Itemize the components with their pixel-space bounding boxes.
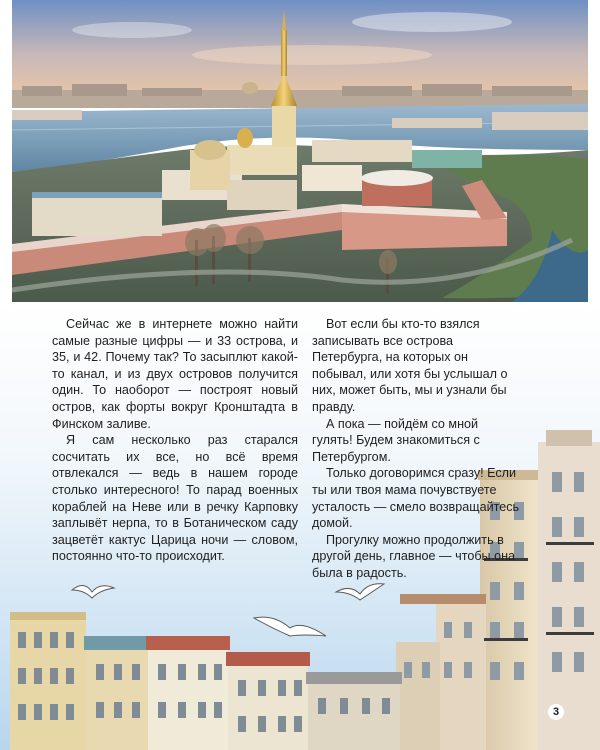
paragraph: Прогулку можно продолжить в другой день, главное — чтобы она была в радость. — [312, 532, 516, 580]
paragraph: Я сам несколько раз старался сосчитать их все, но всё время отвлекался — ведь в нашем городе столько интересного! То парад военных кораблей на Неве или в речку Карповку заплывёт нерпа, то в Ботаническом саду зацветёт кактус Царица ночи — словом, постоянно что-то происходит. — [52, 433, 298, 564]
paragraph: Сейчас же в интернете можно найти самые разные цифры — и 33 острова, и 35, и 42. Почему так? То засыплют какой-то канал, и из двух островов получится один. То наоборот — построят новый остров, как форты вокруг Кронштадта в Финском заливе. — [52, 317, 298, 431]
paragraph: Вот если бы кто-то взялся записывать все острова Петербурга, на которых он побывал, или хотя бы услышал о них, может быть, мы и узнали бы правду. — [312, 317, 508, 414]
paragraph: Только договоримся сразу! Если ты или твоя мама почувствуете усталость — смело возвращайтесь домой. — [312, 466, 520, 531]
text-column-right — [312, 316, 522, 582]
paragraph: А пока — пойдём со мной гулять! Будем знакомиться с Петербургом. — [312, 416, 480, 464]
text-column-left — [52, 316, 298, 565]
page-number: 3 — [548, 704, 564, 720]
fortress-aerial-photo — [12, 0, 588, 302]
